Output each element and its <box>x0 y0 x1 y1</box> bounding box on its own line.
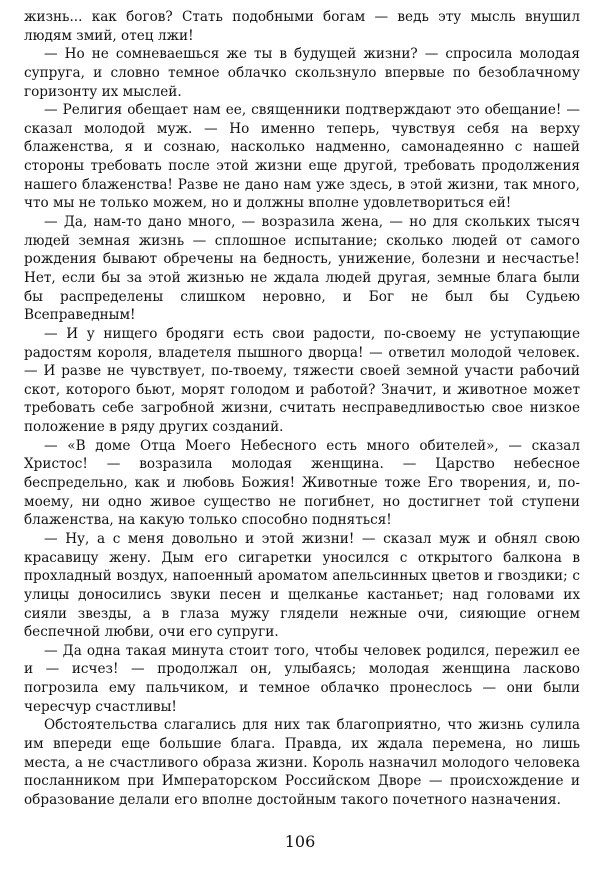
paragraph: Обстоятельства слагались для них так благоприятно, что жизнь сулила им впереди еще большие блага. Правда, их ждала перемена, но лишь места, а не счастливого образа жизни. Король назначил молодого человека посланником при Императорском Российском Дворе — происхождение и образование делали его вполне достойным такого почетного назначения. <box>24 717 580 808</box>
paragraph: — Ну, а с меня довольно и этой жизни! — сказал муж и обнял свою красавицу жену. Дым его сигаретки уносился с открытого балкона в прохладный воздух, напоенный ароматом апельсинных цветов и гвоздики; с улицы доносились звуки песен и щелканье кастаньет; над головами их сияли звезды, а в глаза мужу глядели нежные очи, сияющие огнем беспечной любви, очи его супруги. <box>24 530 580 641</box>
paragraph: — Религия обещает нам ее, священники подтверждают это обещание! — сказал молодой муж. — Но именно теперь, чувствуя себя на верху блаженства, я и сознаю, насколько надменно, самонадеянно с нашей стороны требовать после этой жизни еще другой, требовать продолжения нашего блаженства! Разве не дано нам уже здесь, в этой жизни, так много, что мы не только можем, но и должны вполне удовлетвориться ей! <box>24 102 580 212</box>
paragraph: — «В доме Отца Моего Небесного есть много обителей», — сказал Христос! — возразила молодая женщина. — Царство небесное беспредельно, как и любовь Божия! Животные тоже Его творения, и, по-моему, ни одно живое существо не погибнет, но достигнет той ступени блаженства, на какую только способно подняться! <box>24 437 580 529</box>
paragraph: — Да одна такая минута стоит того, чтобы человек родился, пережил ее и — исчез! — продолжал он, улыбаясь; молодая женщина ласково погрозила ему пальчиком, и темное облачко пронеслось — они были чересчур счастливы! <box>24 642 580 715</box>
paragraph: — Но не сомневаешься же ты в будущей жизни? — спросила молодая супруга, и словно темное облачко скользнуло впервые по безоблачному горизонту их мыслей. <box>24 46 580 100</box>
page-body <box>24 8 580 810</box>
paragraph: жизнь... как богов? Стать подобными богам — ведь эту мысль внушил людям змий, отец лжи! <box>24 9 580 44</box>
paragraph: — И у нищего бродяги есть свои радости, по-своему не уступающие радостям короля, владетеля пышного дворца! — ответил молодой человек. — И разве не чувствует, по-твоему, тяжести своей земной участи рабочий скот, которого бьют, морят голодом и работой? Значит, и животное может требовать себе загробной жизни, считать несправедливостью свое низкое положение в ряду других созданий. <box>24 325 580 436</box>
paragraph: — Да, нам-то дано много, — возразила жена, — но для скольких тысяч людей земная жизнь — сплошное испытание; сколько людей от самого рождения бывают обречены на бедность, унижение, болезни и несчастье! Нет, если бы за этой жизнью не ждала людей другая, земные блага были бы распределены слишком неровно, и Бог не был бы Судьею Всеправедным! <box>24 214 580 324</box>
page-number: 106 <box>284 832 316 851</box>
